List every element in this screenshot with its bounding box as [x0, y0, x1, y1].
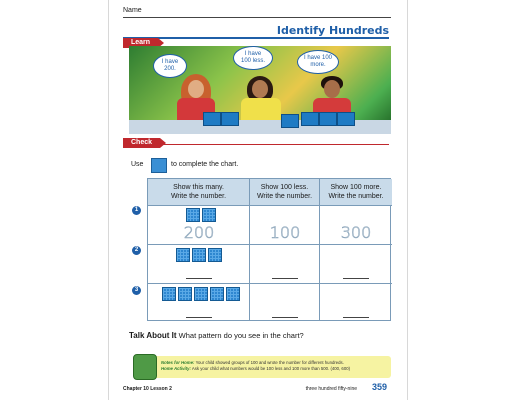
hundred-block-icon	[151, 158, 167, 173]
header-line: Write the number.	[328, 193, 384, 200]
answer-blank[interactable]	[186, 317, 212, 318]
header-line: Show 100 less.	[260, 184, 309, 191]
answer-blank[interactable]	[186, 278, 212, 279]
notes-for-home	[147, 356, 391, 378]
child-1-face	[188, 80, 204, 98]
talk-heading: Talk About It	[129, 331, 177, 340]
name-label: Name	[123, 7, 142, 14]
page-number: 359	[371, 382, 387, 392]
backpack-icon	[133, 354, 157, 380]
hundred-block	[162, 287, 176, 301]
answer-blank[interactable]	[272, 317, 298, 318]
chart-cell	[250, 283, 320, 321]
header-line: Write the number.	[256, 193, 313, 200]
check-tag: Check	[123, 138, 160, 148]
footer-page-words: three hundred fifty-nine	[305, 386, 357, 392]
hundred-block	[210, 287, 224, 301]
speech-bubble-3: I have 100 more.	[297, 50, 339, 74]
hundred-block	[281, 114, 299, 128]
row-number-1: 1	[132, 206, 141, 215]
use-instruction-suffix: to complete the chart.	[171, 161, 239, 168]
child-2-face	[252, 80, 268, 98]
notes-home-label: Notes for Home:	[161, 360, 195, 365]
hundred-block	[208, 248, 222, 262]
hundred-block	[337, 112, 355, 126]
learn-tag: Learn	[123, 38, 158, 48]
column-header-more	[320, 179, 392, 205]
child-3-face	[324, 80, 340, 98]
hundred-block	[194, 287, 208, 301]
notes-home-text: Your child showed groups of 100 and wrote the number for different hundreds.	[195, 360, 344, 365]
notes-activity-text: Ask your child what numbers would be 100 less and 100 more than 500. (400, 600)	[191, 366, 351, 371]
speech-bubble-2: I have 100 less.	[233, 46, 273, 70]
worksheet-page	[108, 0, 408, 400]
answer-300: 300	[340, 223, 372, 242]
hundred-block	[186, 208, 200, 222]
row-number-2: 2	[132, 246, 141, 255]
name-line	[123, 9, 391, 18]
answer-200: 200	[183, 223, 215, 242]
hundred-block	[202, 208, 216, 222]
header-line: Show 100 more.	[330, 184, 382, 191]
hundred-block	[319, 112, 337, 126]
hundred-block	[176, 248, 190, 262]
hundred-block	[301, 112, 319, 126]
notes-text	[161, 360, 385, 372]
hundred-block	[192, 248, 206, 262]
answer-100: 100	[269, 223, 301, 242]
answer-blank[interactable]	[343, 317, 369, 318]
talk-question: What pattern do you see in the chart?	[178, 331, 304, 340]
answer-blank[interactable]	[343, 278, 369, 279]
column-header-less	[250, 179, 320, 205]
hundred-block	[178, 287, 192, 301]
page-title: Identify Hundreds	[276, 24, 389, 37]
use-instruction-prefix: Use	[131, 161, 144, 168]
talk-about-it	[129, 331, 304, 340]
hundred-block	[226, 287, 240, 301]
header-line: Write the number.	[170, 193, 227, 200]
footer-chapter: Chapter 10 Lesson 2	[123, 386, 172, 392]
speech-bubble-1: I have 200.	[153, 54, 187, 78]
row-number-3: 3	[132, 286, 141, 295]
learn-photo	[129, 46, 391, 134]
hundred-block	[203, 112, 221, 126]
hundred-block	[221, 112, 239, 126]
header-line: Show this many.	[173, 184, 224, 191]
notes-activity-label: Home Activity:	[161, 366, 191, 371]
answer-blank[interactable]	[272, 278, 298, 279]
chart-cell	[320, 283, 392, 321]
hundreds-chart	[147, 178, 391, 321]
column-header-show	[148, 179, 250, 205]
